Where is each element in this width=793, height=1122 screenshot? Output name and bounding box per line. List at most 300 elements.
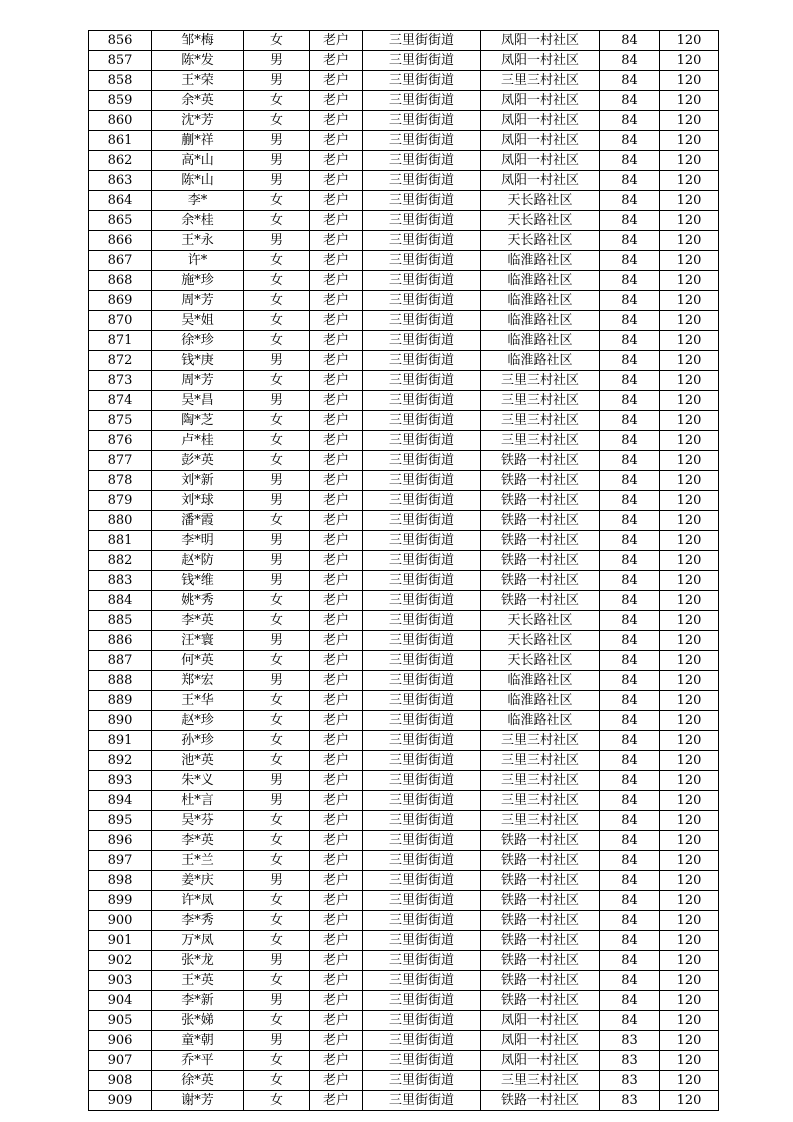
household-type-cell: 老户 <box>310 571 363 591</box>
amount-cell: 120 <box>660 91 719 111</box>
household-type-cell: 老户 <box>310 891 363 911</box>
table-row <box>89 831 719 851</box>
household-type-cell: 老户 <box>310 591 363 611</box>
row-number-cell: 872 <box>89 351 152 371</box>
household-type-cell: 老户 <box>310 491 363 511</box>
table-row <box>89 951 719 971</box>
age-cell: 84 <box>600 811 660 831</box>
street-cell: 三里街街道 <box>363 831 481 851</box>
row-number-cell: 865 <box>89 211 152 231</box>
street-cell: 三里街街道 <box>363 1071 481 1091</box>
gender-cell: 女 <box>244 91 310 111</box>
age-cell: 84 <box>600 891 660 911</box>
name-cell: 王*永 <box>152 231 244 251</box>
table-row <box>89 411 719 431</box>
table-body <box>89 31 719 1111</box>
age-cell: 84 <box>600 551 660 571</box>
row-number-cell: 896 <box>89 831 152 851</box>
community-cell: 凤阳一村社区 <box>481 1031 600 1051</box>
age-cell: 84 <box>600 111 660 131</box>
community-cell: 三里三村社区 <box>481 71 600 91</box>
age-cell: 84 <box>600 871 660 891</box>
age-cell: 84 <box>600 511 660 531</box>
household-type-cell: 老户 <box>310 951 363 971</box>
age-cell: 84 <box>600 131 660 151</box>
name-cell: 王*兰 <box>152 851 244 871</box>
street-cell: 三里街街道 <box>363 651 481 671</box>
community-cell: 铁路一村社区 <box>481 1091 600 1111</box>
household-type-cell: 老户 <box>310 531 363 551</box>
street-cell: 三里街街道 <box>363 431 481 451</box>
street-cell: 三里街街道 <box>363 871 481 891</box>
community-cell: 铁路一村社区 <box>481 591 600 611</box>
community-cell: 三里三村社区 <box>481 811 600 831</box>
row-number-cell: 894 <box>89 791 152 811</box>
row-number-cell: 879 <box>89 491 152 511</box>
age-cell: 84 <box>600 931 660 951</box>
name-cell: 姜*庆 <box>152 871 244 891</box>
household-type-cell: 老户 <box>310 911 363 931</box>
age-cell: 84 <box>600 331 660 351</box>
household-type-cell: 老户 <box>310 611 363 631</box>
age-cell: 83 <box>600 1091 660 1111</box>
community-cell: 三里三村社区 <box>481 731 600 751</box>
row-number-cell: 902 <box>89 951 152 971</box>
table-row <box>89 1031 719 1051</box>
street-cell: 三里街街道 <box>363 671 481 691</box>
name-cell: 李* <box>152 191 244 211</box>
street-cell: 三里街街道 <box>363 751 481 771</box>
amount-cell: 120 <box>660 351 719 371</box>
amount-cell: 120 <box>660 771 719 791</box>
household-type-cell: 老户 <box>310 791 363 811</box>
amount-cell: 120 <box>660 371 719 391</box>
amount-cell: 120 <box>660 331 719 351</box>
age-cell: 84 <box>600 431 660 451</box>
age-cell: 84 <box>600 651 660 671</box>
age-cell: 84 <box>600 991 660 1011</box>
community-cell: 三里三村社区 <box>481 791 600 811</box>
community-cell: 铁路一村社区 <box>481 491 600 511</box>
gender-cell: 女 <box>244 831 310 851</box>
household-type-cell: 老户 <box>310 971 363 991</box>
row-number-cell: 881 <box>89 531 152 551</box>
age-cell: 84 <box>600 71 660 91</box>
amount-cell: 120 <box>660 911 719 931</box>
street-cell: 三里街街道 <box>363 951 481 971</box>
name-cell: 钱*庚 <box>152 351 244 371</box>
street-cell: 三里街街道 <box>363 291 481 311</box>
table-row <box>89 691 719 711</box>
row-number-cell: 856 <box>89 31 152 51</box>
amount-cell: 120 <box>660 51 719 71</box>
gender-cell: 男 <box>244 71 310 91</box>
name-cell: 徐*英 <box>152 1071 244 1091</box>
gender-cell: 女 <box>244 251 310 271</box>
table-row <box>89 651 719 671</box>
street-cell: 三里街街道 <box>363 1051 481 1071</box>
amount-cell: 120 <box>660 451 719 471</box>
table-row <box>89 1011 719 1031</box>
amount-cell: 120 <box>660 211 719 231</box>
household-type-cell: 老户 <box>310 631 363 651</box>
name-cell: 刘*新 <box>152 471 244 491</box>
gender-cell: 女 <box>244 451 310 471</box>
age-cell: 84 <box>600 151 660 171</box>
street-cell: 三里街街道 <box>363 571 481 591</box>
street-cell: 三里街街道 <box>363 231 481 251</box>
household-type-cell: 老户 <box>310 1011 363 1031</box>
household-type-cell: 老户 <box>310 171 363 191</box>
household-type-cell: 老户 <box>310 771 363 791</box>
street-cell: 三里街街道 <box>363 371 481 391</box>
name-cell: 徐*珍 <box>152 331 244 351</box>
amount-cell: 120 <box>660 1011 719 1031</box>
street-cell: 三里街街道 <box>363 191 481 211</box>
street-cell: 三里街街道 <box>363 791 481 811</box>
row-number-cell: 897 <box>89 851 152 871</box>
age-cell: 84 <box>600 291 660 311</box>
table-row <box>89 431 719 451</box>
name-cell: 许* <box>152 251 244 271</box>
community-cell: 铁路一村社区 <box>481 851 600 871</box>
amount-cell: 120 <box>660 191 719 211</box>
street-cell: 三里街街道 <box>363 131 481 151</box>
household-type-cell: 老户 <box>310 1091 363 1111</box>
table-row <box>89 231 719 251</box>
community-cell: 临淮路社区 <box>481 271 600 291</box>
gender-cell: 女 <box>244 1011 310 1031</box>
row-number-cell: 892 <box>89 751 152 771</box>
community-cell: 临淮路社区 <box>481 291 600 311</box>
table-row <box>89 351 719 371</box>
street-cell: 三里街街道 <box>363 611 481 631</box>
community-cell: 凤阳一村社区 <box>481 51 600 71</box>
household-type-cell: 老户 <box>310 451 363 471</box>
row-number-cell: 858 <box>89 71 152 91</box>
row-number-cell: 875 <box>89 411 152 431</box>
row-number-cell: 876 <box>89 431 152 451</box>
street-cell: 三里街街道 <box>363 891 481 911</box>
name-cell: 周*芳 <box>152 371 244 391</box>
age-cell: 84 <box>600 271 660 291</box>
household-type-cell: 老户 <box>310 751 363 771</box>
age-cell: 84 <box>600 1011 660 1031</box>
name-cell: 吴*昌 <box>152 391 244 411</box>
table-row <box>89 731 719 751</box>
amount-cell: 120 <box>660 591 719 611</box>
row-number-cell: 866 <box>89 231 152 251</box>
age-cell: 84 <box>600 251 660 271</box>
table-row <box>89 931 719 951</box>
street-cell: 三里街街道 <box>363 591 481 611</box>
amount-cell: 120 <box>660 231 719 251</box>
household-type-cell: 老户 <box>310 251 363 271</box>
name-cell: 李*英 <box>152 611 244 631</box>
gender-cell: 女 <box>244 611 310 631</box>
street-cell: 三里街街道 <box>363 511 481 531</box>
amount-cell: 120 <box>660 711 719 731</box>
street-cell: 三里街街道 <box>363 551 481 571</box>
community-cell: 铁路一村社区 <box>481 511 600 531</box>
community-cell: 铁路一村社区 <box>481 471 600 491</box>
gender-cell: 男 <box>244 571 310 591</box>
age-cell: 84 <box>600 211 660 231</box>
amount-cell: 120 <box>660 971 719 991</box>
community-cell: 临淮路社区 <box>481 671 600 691</box>
age-cell: 84 <box>600 711 660 731</box>
gender-cell: 男 <box>244 131 310 151</box>
household-type-cell: 老户 <box>310 191 363 211</box>
name-cell: 邹*梅 <box>152 31 244 51</box>
row-number-cell: 861 <box>89 131 152 151</box>
gender-cell: 女 <box>244 191 310 211</box>
household-type-cell: 老户 <box>310 831 363 851</box>
table-row <box>89 971 719 991</box>
gender-cell: 女 <box>244 811 310 831</box>
gender-cell: 男 <box>244 551 310 571</box>
gender-cell: 女 <box>244 891 310 911</box>
name-cell: 赵*防 <box>152 551 244 571</box>
amount-cell: 120 <box>660 651 719 671</box>
gender-cell: 女 <box>244 711 310 731</box>
row-number-cell: 889 <box>89 691 152 711</box>
gender-cell: 女 <box>244 691 310 711</box>
community-cell: 临淮路社区 <box>481 331 600 351</box>
name-cell: 张*龙 <box>152 951 244 971</box>
amount-cell: 120 <box>660 31 719 51</box>
age-cell: 84 <box>600 911 660 931</box>
community-cell: 铁路一村社区 <box>481 971 600 991</box>
age-cell: 84 <box>600 371 660 391</box>
amount-cell: 120 <box>660 271 719 291</box>
gender-cell: 男 <box>244 351 310 371</box>
street-cell: 三里街街道 <box>363 711 481 731</box>
community-cell: 铁路一村社区 <box>481 451 600 471</box>
name-cell: 汪*寰 <box>152 631 244 651</box>
household-type-cell: 老户 <box>310 51 363 71</box>
name-cell: 孙*珍 <box>152 731 244 751</box>
amount-cell: 120 <box>660 891 719 911</box>
table-row <box>89 711 719 731</box>
name-cell: 李*秀 <box>152 911 244 931</box>
amount-cell: 120 <box>660 931 719 951</box>
gender-cell: 女 <box>244 291 310 311</box>
street-cell: 三里街街道 <box>363 471 481 491</box>
row-number-cell: 899 <box>89 891 152 911</box>
name-cell: 许*凤 <box>152 891 244 911</box>
community-cell: 临淮路社区 <box>481 711 600 731</box>
table-row <box>89 371 719 391</box>
community-cell: 三里三村社区 <box>481 371 600 391</box>
row-number-cell: 874 <box>89 391 152 411</box>
row-number-cell: 906 <box>89 1031 152 1051</box>
community-cell: 临淮路社区 <box>481 251 600 271</box>
gender-cell: 男 <box>244 771 310 791</box>
community-cell: 铁路一村社区 <box>481 551 600 571</box>
community-cell: 凤阳一村社区 <box>481 111 600 131</box>
table-row <box>89 71 719 91</box>
age-cell: 84 <box>600 791 660 811</box>
table-row <box>89 91 719 111</box>
street-cell: 三里街街道 <box>363 1011 481 1031</box>
street-cell: 三里街街道 <box>363 331 481 351</box>
table-row <box>89 871 719 891</box>
table-row <box>89 771 719 791</box>
age-cell: 84 <box>600 571 660 591</box>
household-type-cell: 老户 <box>310 991 363 1011</box>
street-cell: 三里街街道 <box>363 351 481 371</box>
row-number-cell: 873 <box>89 371 152 391</box>
table-row <box>89 391 719 411</box>
age-cell: 84 <box>600 671 660 691</box>
community-cell: 临淮路社区 <box>481 351 600 371</box>
table-row <box>89 291 719 311</box>
age-cell: 84 <box>600 171 660 191</box>
community-cell: 临淮路社区 <box>481 691 600 711</box>
row-number-cell: 870 <box>89 311 152 331</box>
age-cell: 83 <box>600 1051 660 1071</box>
age-cell: 84 <box>600 771 660 791</box>
household-type-cell: 老户 <box>310 151 363 171</box>
row-number-cell: 893 <box>89 771 152 791</box>
age-cell: 84 <box>600 531 660 551</box>
street-cell: 三里街街道 <box>363 911 481 931</box>
amount-cell: 120 <box>660 851 719 871</box>
table-row <box>89 111 719 131</box>
household-type-cell: 老户 <box>310 411 363 431</box>
amount-cell: 120 <box>660 391 719 411</box>
name-cell: 高*山 <box>152 151 244 171</box>
table-row <box>89 131 719 151</box>
community-cell: 天长路社区 <box>481 611 600 631</box>
row-number-cell: 860 <box>89 111 152 131</box>
street-cell: 三里街街道 <box>363 931 481 951</box>
table-row <box>89 31 719 51</box>
household-type-cell: 老户 <box>310 711 363 731</box>
street-cell: 三里街街道 <box>363 531 481 551</box>
street-cell: 三里街街道 <box>363 991 481 1011</box>
name-cell: 何*英 <box>152 651 244 671</box>
street-cell: 三里街街道 <box>363 691 481 711</box>
name-cell: 王*英 <box>152 971 244 991</box>
age-cell: 84 <box>600 631 660 651</box>
household-type-cell: 老户 <box>310 351 363 371</box>
household-type-cell: 老户 <box>310 551 363 571</box>
gender-cell: 男 <box>244 151 310 171</box>
gender-cell: 女 <box>244 851 310 871</box>
table-row <box>89 1091 719 1111</box>
gender-cell: 男 <box>244 531 310 551</box>
amount-cell: 120 <box>660 951 719 971</box>
street-cell: 三里街街道 <box>363 91 481 111</box>
gender-cell: 男 <box>244 1031 310 1051</box>
name-cell: 赵*珍 <box>152 711 244 731</box>
table-row <box>89 911 719 931</box>
age-cell: 84 <box>600 191 660 211</box>
household-type-cell: 老户 <box>310 311 363 331</box>
gender-cell: 女 <box>244 1071 310 1091</box>
age-cell: 84 <box>600 491 660 511</box>
gender-cell: 女 <box>244 1091 310 1111</box>
community-cell: 凤阳一村社区 <box>481 151 600 171</box>
table-row <box>89 811 719 831</box>
household-type-cell: 老户 <box>310 731 363 751</box>
row-number-cell: 871 <box>89 331 152 351</box>
name-cell: 余*桂 <box>152 211 244 231</box>
row-number-cell: 877 <box>89 451 152 471</box>
name-cell: 谢*芳 <box>152 1091 244 1111</box>
gender-cell: 女 <box>244 311 310 331</box>
community-cell: 铁路一村社区 <box>481 991 600 1011</box>
street-cell: 三里街街道 <box>363 1091 481 1111</box>
name-cell: 沈*芳 <box>152 111 244 131</box>
table-row <box>89 891 719 911</box>
community-cell: 三里三村社区 <box>481 1071 600 1091</box>
table-row <box>89 991 719 1011</box>
name-cell: 陶*芝 <box>152 411 244 431</box>
name-cell: 姚*秀 <box>152 591 244 611</box>
amount-cell: 120 <box>660 411 719 431</box>
street-cell: 三里街街道 <box>363 211 481 231</box>
table-row <box>89 551 719 571</box>
row-number-cell: 869 <box>89 291 152 311</box>
row-number-cell: 867 <box>89 251 152 271</box>
amount-cell: 120 <box>660 831 719 851</box>
household-type-cell: 老户 <box>310 131 363 151</box>
row-number-cell: 868 <box>89 271 152 291</box>
table-row <box>89 511 719 531</box>
row-number-cell: 885 <box>89 611 152 631</box>
age-cell: 84 <box>600 311 660 331</box>
age-cell: 84 <box>600 731 660 751</box>
age-cell: 84 <box>600 691 660 711</box>
amount-cell: 120 <box>660 151 719 171</box>
household-type-cell: 老户 <box>310 31 363 51</box>
gender-cell: 女 <box>244 411 310 431</box>
age-cell: 84 <box>600 351 660 371</box>
household-type-cell: 老户 <box>310 931 363 951</box>
name-cell: 刘*球 <box>152 491 244 511</box>
age-cell: 84 <box>600 611 660 631</box>
row-number-cell: 905 <box>89 1011 152 1031</box>
amount-cell: 120 <box>660 791 719 811</box>
row-number-cell: 898 <box>89 871 152 891</box>
age-cell: 84 <box>600 91 660 111</box>
row-number-cell: 880 <box>89 511 152 531</box>
table-row <box>89 591 719 611</box>
street-cell: 三里街街道 <box>363 971 481 991</box>
age-cell: 84 <box>600 851 660 871</box>
amount-cell: 120 <box>660 471 719 491</box>
name-cell: 蒯*祥 <box>152 131 244 151</box>
street-cell: 三里街街道 <box>363 411 481 431</box>
gender-cell: 女 <box>244 971 310 991</box>
gender-cell: 女 <box>244 1051 310 1071</box>
household-type-cell: 老户 <box>310 431 363 451</box>
amount-cell: 120 <box>660 611 719 631</box>
gender-cell: 女 <box>244 431 310 451</box>
table-row <box>89 151 719 171</box>
community-cell: 铁路一村社区 <box>481 891 600 911</box>
household-type-cell: 老户 <box>310 391 363 411</box>
community-cell: 天长路社区 <box>481 631 600 651</box>
name-cell: 施*珍 <box>152 271 244 291</box>
age-cell: 84 <box>600 831 660 851</box>
name-cell: 朱*义 <box>152 771 244 791</box>
community-cell: 铁路一村社区 <box>481 911 600 931</box>
amount-cell: 120 <box>660 811 719 831</box>
